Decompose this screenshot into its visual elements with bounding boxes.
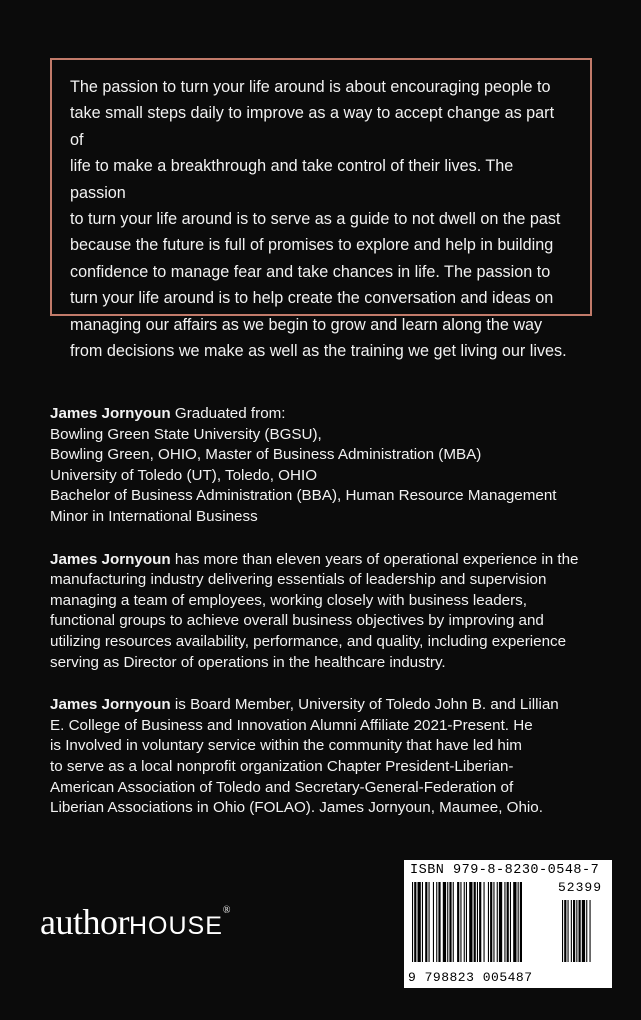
- quote-line: managing our affairs as we begin to grow and learn along the way: [70, 315, 543, 334]
- author-bio: [50, 404, 598, 841]
- experience-line: has more than eleven years of operational experience in the: [170, 550, 579, 568]
- barcode-addon-number: 52399: [557, 880, 602, 895]
- service-line: American Association of Toledo and Secretary-General-Federation of: [50, 778, 514, 796]
- education-line: Bachelor of Business Administration (BBA), Human Resource Management: [50, 487, 557, 505]
- service-line: E. College of Business and Innovation Alumni Affiliate 2021-Present. He: [50, 716, 533, 734]
- registered-mark: ®: [222, 905, 230, 916]
- author-name: James Jornyoun: [50, 696, 171, 714]
- experience-line: utilizing resources availability, performance, and quality, including experience: [50, 632, 567, 650]
- barcode-bars: [410, 882, 606, 966]
- quote-text: [70, 74, 570, 364]
- logo-text-author: author: [40, 902, 129, 942]
- barcode-digits: 9 798823 005487: [408, 970, 533, 985]
- quote-line: take small steps daily to improve as a way to accept change as part of: [70, 104, 555, 149]
- quote-line: life to make a breakthrough and take control of their lives. The passion: [70, 157, 514, 202]
- education-line: University of Toledo (UT), Toledo, OHIO: [50, 466, 318, 484]
- service-line: is Involved in voluntary service within the community that have led him: [50, 737, 522, 755]
- quote-line: confidence to manage fear and take chances in life. The passion to: [70, 262, 551, 281]
- quote-line: from decisions we make as well as the training we get living our lives.: [70, 342, 567, 361]
- isbn-barcode: [404, 860, 612, 988]
- experience-line: managing a team of employees, working closely with business leaders,: [50, 591, 527, 609]
- author-name: James Jornyoun: [50, 405, 171, 422]
- service-line: Liberian Associations in Ohio (FOLAO). James Jornyoun, Maumee, Ohio.: [50, 799, 543, 817]
- quote-line: because the future is full of promises to explore and help in building: [70, 236, 554, 255]
- publisher-logo: [40, 904, 230, 940]
- bio-education: [50, 404, 598, 528]
- logo-text-house: HOUSE: [128, 912, 223, 940]
- quote-line: to turn your life around is to serve as a guide to not dwell on the past: [70, 210, 561, 229]
- education-line: Minor in International Business: [50, 507, 258, 525]
- quote-box: [50, 58, 592, 361]
- experience-line: serving as Director of operations in the healthcare industry.: [50, 653, 446, 671]
- service-line: is Board Member, University of Toledo John B. and Lillian: [170, 696, 559, 714]
- experience-line: manufacturing industry delivering essentials of leadership and supervision: [50, 571, 547, 589]
- experience-line: functional groups to achieve overall business objectives by improving and: [50, 612, 544, 630]
- bio-service: [50, 695, 598, 819]
- service-line: to serve as a local nonprofit organization Chapter President-Liberian-: [50, 757, 514, 775]
- bio-experience: [50, 550, 598, 674]
- quote-line: turn your life around is to help create the conversation and ideas on: [70, 289, 554, 308]
- author-name: James Jornyoun: [50, 550, 171, 568]
- education-line: Bowling Green State University (BGSU),: [50, 425, 322, 443]
- education-line: Bowling Green, OHIO, Master of Business Administration (MBA): [50, 446, 482, 464]
- isbn-label: ISBN 979-8-8230-0548-7: [410, 863, 600, 878]
- education-intro: Graduated from:: [170, 405, 286, 422]
- quote-line: The passion to turn your life around is about encouraging people to: [70, 78, 551, 96]
